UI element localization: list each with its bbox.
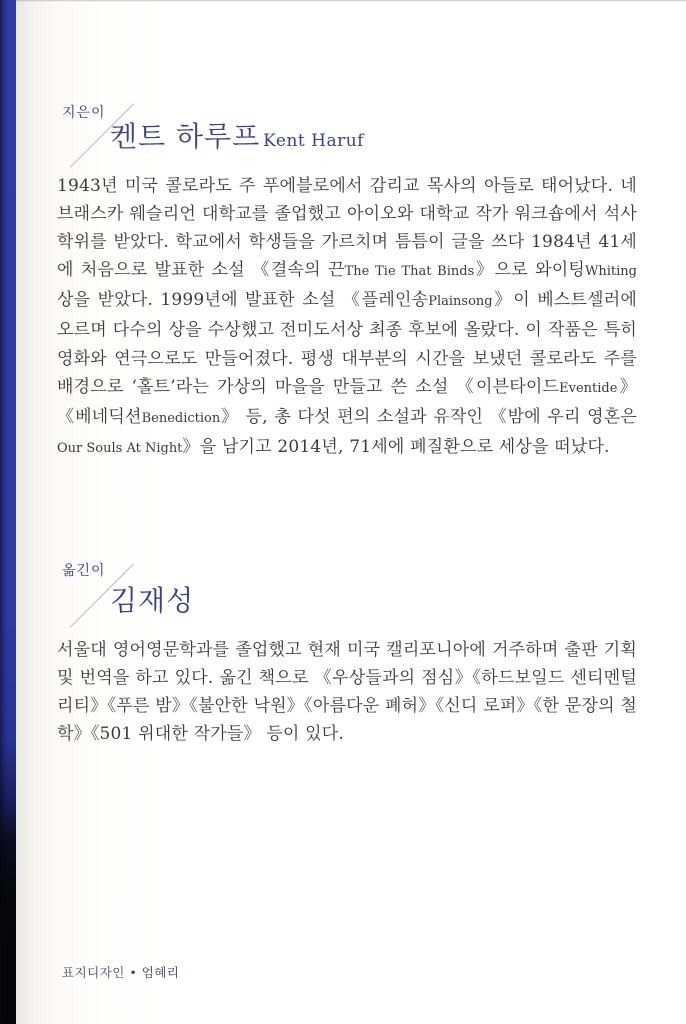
translator-name-heading	[110, 584, 194, 618]
spine-band	[0, 0, 16, 1024]
author-name-latin: Kent Haruf	[263, 131, 364, 151]
translator-name-korean: 김재성	[110, 584, 195, 617]
translator-bio-paragraph: 서울대 영어영문학과를 졸업했고 현재 미국 캘리포니아에 거주하며 출판 기획 및 번역을 하고 있다. 옮긴 책으로 《우상들과의 점심》《하드보일드 센티멘털리티》《푸른 밤》《불안한 낙원》《아름다운 폐허》《신디 로퍼》《한 문장의 철학》《501 위대한 작가들》 등이 있다.	[57, 640, 637, 745]
author-bio-paragraph: 1943년 미국 콜로라도 주 푸에블로에서 감리교 목사의 아들로 태어났다. 네브래스카 웨슬리언 대학교를 졸업했고 아이오와 대학교 작가 워크숍에서 석사 학위를 받았다. 학교에서 학생들을 가르치며 틈틈이 글을 쓰다 1984년 41세에 처음으로 발표한 소설 《결속의 끈The Tie That Binds》으로 와이팅Whiting 상을 받았다. 1999년에 발표한 소설 《플레인송Plainsong》이 베스트셀러에 오르며 다수의 상을 수상했고 전미도서상 최종 후보에 올랐다. 이 작품은 특히 영화와 연극으로도 만들어졌다. 평생 대부분의 시간을 보냈던 콜로라도 주를 배경으로 ‘홀트’라는 가상의 마을을 만들고 쓴 소설 《이븐타이드Eventide》 《베네딕션Benediction》 등, 총 다섯 편의 소설과 유작인 《밤에 우리 영혼은Our Souls At Night》을 남기고 2014년, 71세에 폐질환으로 세상을 떠났다.	[57, 176, 638, 457]
translator-role-label: 옮긴이	[62, 563, 106, 579]
cover-design-credit: 표지디자인 • 엄혜리	[62, 965, 180, 980]
author-role-label: 지은이	[62, 105, 106, 121]
author-name-heading	[110, 120, 364, 158]
author-name-korean: 켄트 하루프	[110, 120, 261, 153]
